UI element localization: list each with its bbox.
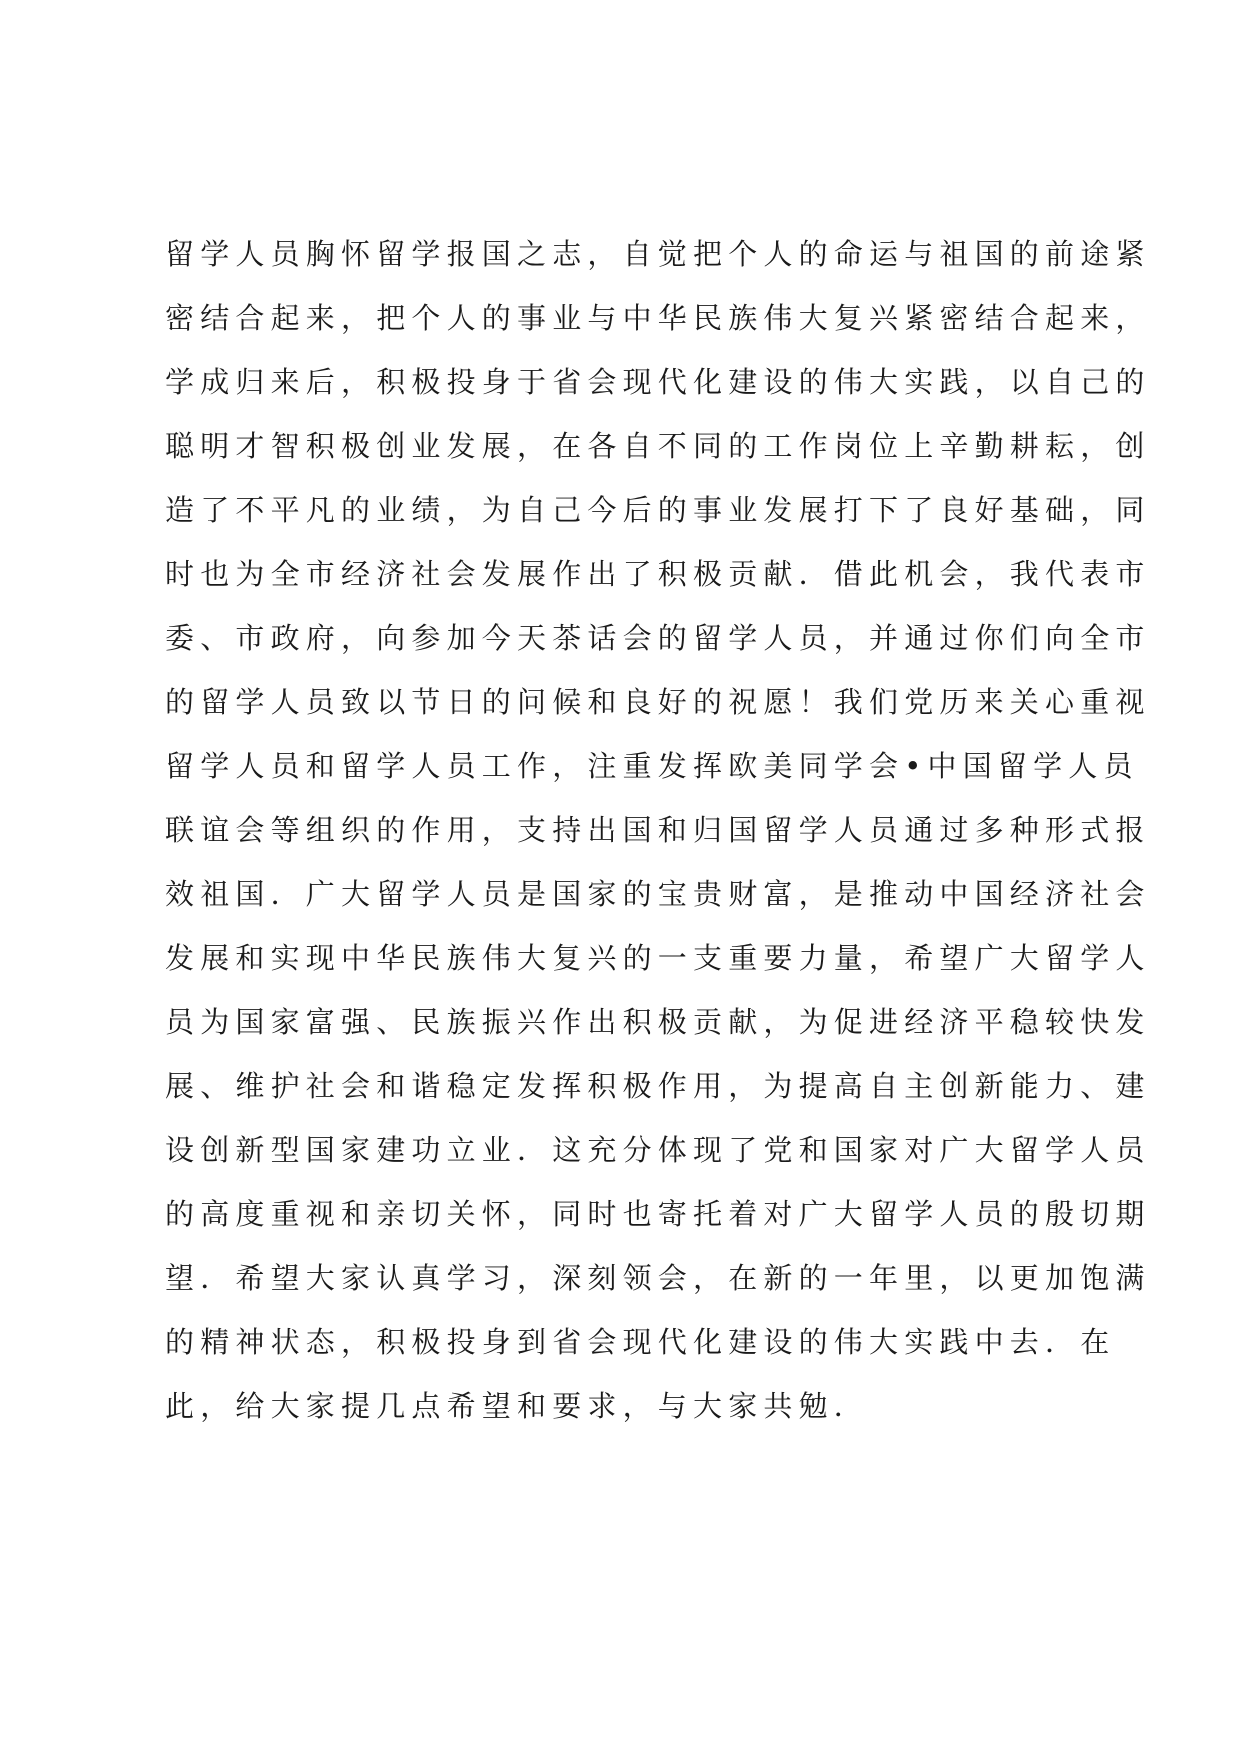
text-line: 设创新型国家建功立业．这充分体现了党和国家对广大留学人员 xyxy=(165,1133,1151,1167)
text-line: 此，给大家提几点希望和要求，与大家共勉． xyxy=(165,1389,870,1423)
text-line: 效祖国．广大留学人员是国家的宝贵财富，是推动中国经济社会 xyxy=(165,877,1151,911)
text-line: 造了不平凡的业绩，为自己今后的事业发展打下了良好基础，同 xyxy=(165,493,1151,527)
text-line: 聪明才智积极创业发展，在各自不同的工作岗位上辛勤耕耘，创 xyxy=(165,429,1151,463)
text-line: 留学人员胸怀留学报国之志，自觉把个人的命运与祖国的前途紧 xyxy=(165,237,1151,271)
text-line: 学成归来后，积极投身于省会现代化建设的伟大实践，以自己的 xyxy=(165,365,1151,399)
text-line: 委、市政府，向参加今天茶话会的留学人员，并通过你们向全市 xyxy=(165,621,1151,655)
text-line: 密结合起来，把个人的事业与中华民族伟大复兴紧密结合起来， xyxy=(165,301,1151,335)
text-line: 联谊会等组织的作用，支持出国和归国留学人员通过多种形式报 xyxy=(165,813,1151,847)
text-line: 望．希望大家认真学习，深刻领会，在新的一年里，以更加饱满 xyxy=(165,1261,1151,1295)
body-paragraph xyxy=(165,222,1151,1438)
text-line: 发展和实现中华民族伟大复兴的一支重要力量，希望广大留学人 xyxy=(165,941,1151,975)
text-line: 时也为全市经济社会发展作出了积极贡献．借此机会，我代表市 xyxy=(165,557,1151,591)
text-line: 的精神状态，积极投身到省会现代化建设的伟大实践中去．在 xyxy=(165,1325,1116,1359)
text-line: 员为国家富强、民族振兴作出积极贡献，为促进经济平稳较快发 xyxy=(165,1005,1151,1039)
text-line: 的高度重视和亲切关怀，同时也寄托着对广大留学人员的殷切期 xyxy=(165,1197,1151,1231)
text-line: 留学人员和留学人员工作，注重发挥欧美同学会•中国留学人员 xyxy=(165,749,1139,783)
text-line: 的留学人员致以节日的问候和良好的祝愿！我们党历来关心重视 xyxy=(165,685,1151,719)
text-line: 展、维护社会和谐稳定发挥积极作用，为提高自主创新能力、建 xyxy=(165,1069,1151,1103)
